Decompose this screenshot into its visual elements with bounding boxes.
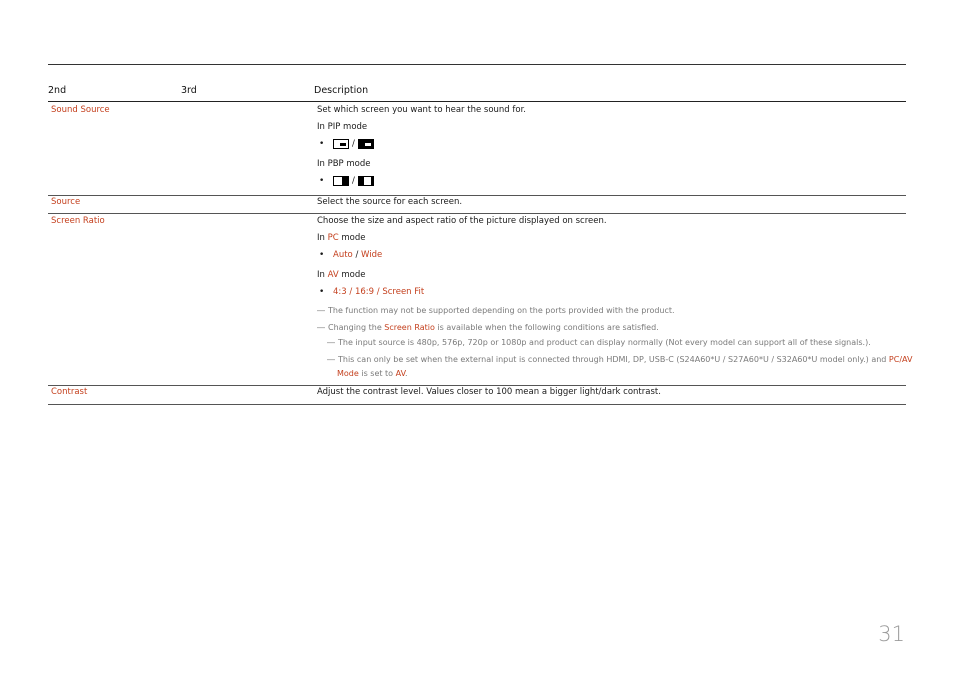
note-external-input-cont: Mode is set to AV. bbox=[337, 369, 408, 378]
bullet: • bbox=[319, 250, 325, 260]
header-3rd: 3rd bbox=[181, 85, 197, 96]
top-rule bbox=[48, 64, 906, 65]
pbp-icons bbox=[333, 176, 374, 187]
note-conditions: ― Changing the Screen Ratio is available when the following conditions are satisfied. bbox=[317, 323, 659, 332]
pbp-left-icon bbox=[333, 176, 349, 186]
header-rule bbox=[48, 101, 906, 102]
note-external-input: ― This can only be set when the external input is connected through HDMI, DP, USB-C (S24A60*U / S27A60*U / S32A60*U model only.) and PC/AV bbox=[327, 355, 913, 364]
contrast-desc: Adjust the contrast level. Values closer to 100 mean a bigger light/dark contrast. bbox=[317, 387, 661, 397]
source-desc: Select the source for each screen. bbox=[317, 197, 463, 207]
row-rule bbox=[48, 195, 906, 196]
row-rule bbox=[48, 385, 906, 386]
slash: / bbox=[352, 139, 355, 149]
row-name-contrast: Contrast bbox=[51, 387, 88, 397]
screen-ratio-desc: Choose the size and aspect ratio of the picture displayed on screen. bbox=[317, 216, 607, 226]
page-number: 31 bbox=[878, 622, 905, 646]
note-ports: ― The function may not be supported depending on the ports provided with the product. bbox=[317, 306, 675, 315]
header-description: Description bbox=[314, 85, 369, 96]
pbp-mode-label: In PBP mode bbox=[317, 159, 371, 169]
pip-icons bbox=[333, 139, 374, 150]
note-input-source: ― The input source is 480p, 576p, 720p or 1080p and product can display normally (Not every model can support all of these signals.). bbox=[327, 338, 871, 347]
bullet: • bbox=[319, 176, 325, 186]
row-name-screen-ratio: Screen Ratio bbox=[51, 216, 105, 226]
pbp-right-icon bbox=[358, 176, 374, 186]
row-name-sound-source: Sound Source bbox=[51, 105, 110, 115]
row-name-source: Source bbox=[51, 197, 81, 207]
bullet: • bbox=[319, 139, 325, 149]
slash: / bbox=[352, 176, 355, 186]
pc-options: Auto / Wide bbox=[333, 250, 383, 260]
av-mode-label: In AV mode bbox=[317, 270, 366, 280]
pc-mode-label: In PC mode bbox=[317, 233, 366, 243]
header-2nd: 2nd bbox=[48, 85, 67, 96]
row-rule bbox=[48, 404, 906, 405]
sound-source-desc: Set which screen you want to hear the sound for. bbox=[317, 105, 527, 115]
bullet: • bbox=[319, 287, 325, 297]
row-rule bbox=[48, 213, 906, 214]
av-options: 4:3 / 16:9 / Screen Fit bbox=[333, 287, 425, 297]
pip-mode-label: In PIP mode bbox=[317, 122, 368, 132]
pip-left-icon bbox=[333, 139, 349, 149]
pip-right-icon bbox=[358, 139, 374, 149]
